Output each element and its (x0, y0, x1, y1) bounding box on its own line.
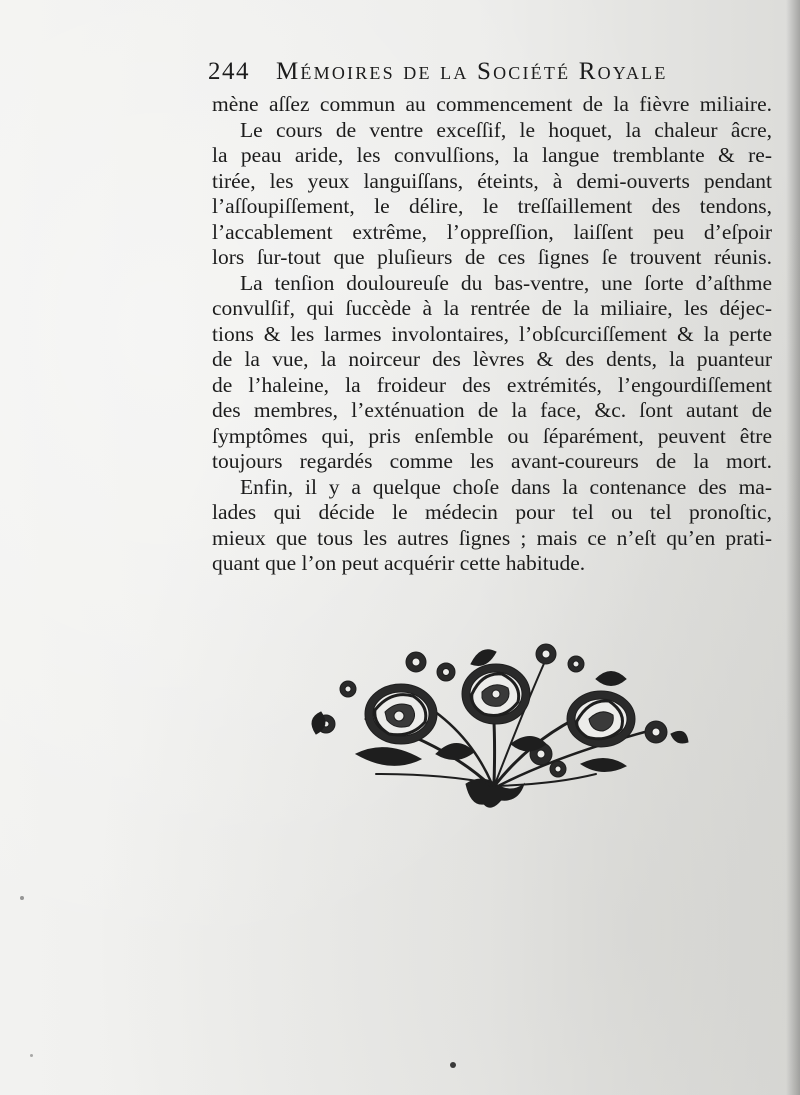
page-header (208, 58, 728, 90)
ink-speck (30, 1054, 33, 1057)
paragraph-end-line: quant que l’on peut acquérir cette habitude. (212, 551, 586, 575)
page-number: 244 (208, 58, 250, 85)
text-line: tions & les larmes involontaires, l’obſcurciſſement & la perte (212, 321, 772, 346)
text-line: toujours regardés comme les avant-coureurs de la mort. (212, 449, 772, 473)
text-line: mieux que tous les autres ſignes ; mais ce n’eſt qu’en prati- (212, 525, 772, 550)
text-line: la peau aride, les convulſions, la langue tremblante & re- (212, 143, 772, 167)
paragraph-start-line: Enfin, il y a quelque choſe dans la contenance des ma- (240, 474, 772, 499)
text-line: lades qui décide le médecin pour tel ou tel pronoſtic, (212, 500, 772, 524)
text-line: l’accablement extrême, l’oppreſſion, laiſſent peu d’eſpoir (212, 219, 772, 244)
text-line: tirée, les yeux languiſſans, éteints, à demi-ouverts pendant (212, 168, 772, 193)
text-line: mène aſſez commun au commencement de la fièvre miliaire. (212, 92, 772, 116)
text-line: ſymptômes qui, pris enſemble ou ſéparément, peuvent être (212, 423, 772, 448)
text-line: lors ſur-tout que pluſieurs de ces ſignes ſe trouvent réunis. (212, 245, 772, 269)
text-line: convulſif, qui ſuccède à la rentrée de la miliaire, les déjec- (212, 296, 772, 320)
body-text (212, 92, 772, 577)
floral-bouquet-ornament-icon (296, 634, 690, 814)
ink-speck (20, 896, 24, 900)
text-line: de l’haleine, la froideur des extrémités, l’engourdiſſement (212, 372, 772, 397)
page-edge-shadow (786, 0, 800, 1095)
running-title: Mémoires de la Société Royale (276, 58, 668, 85)
paragraph-start-line: Le cours de ventre exceſſif, le hoquet, la chaleur âcre, (240, 117, 772, 142)
text-line: l’aſſoupiſſement, le délire, le treſſaillement des tendons, (212, 194, 772, 218)
paragraph-start-line: La tenſion douloureuſe du bas-ventre, une ſorte d’aſthme (240, 270, 772, 295)
ink-speck (450, 1062, 456, 1068)
text-line: de la vue, la noirceur des lèvres & des dents, la puanteur (212, 347, 772, 371)
text-line: des membres, l’exténuation de la face, &c. ſont autant de (212, 398, 772, 422)
